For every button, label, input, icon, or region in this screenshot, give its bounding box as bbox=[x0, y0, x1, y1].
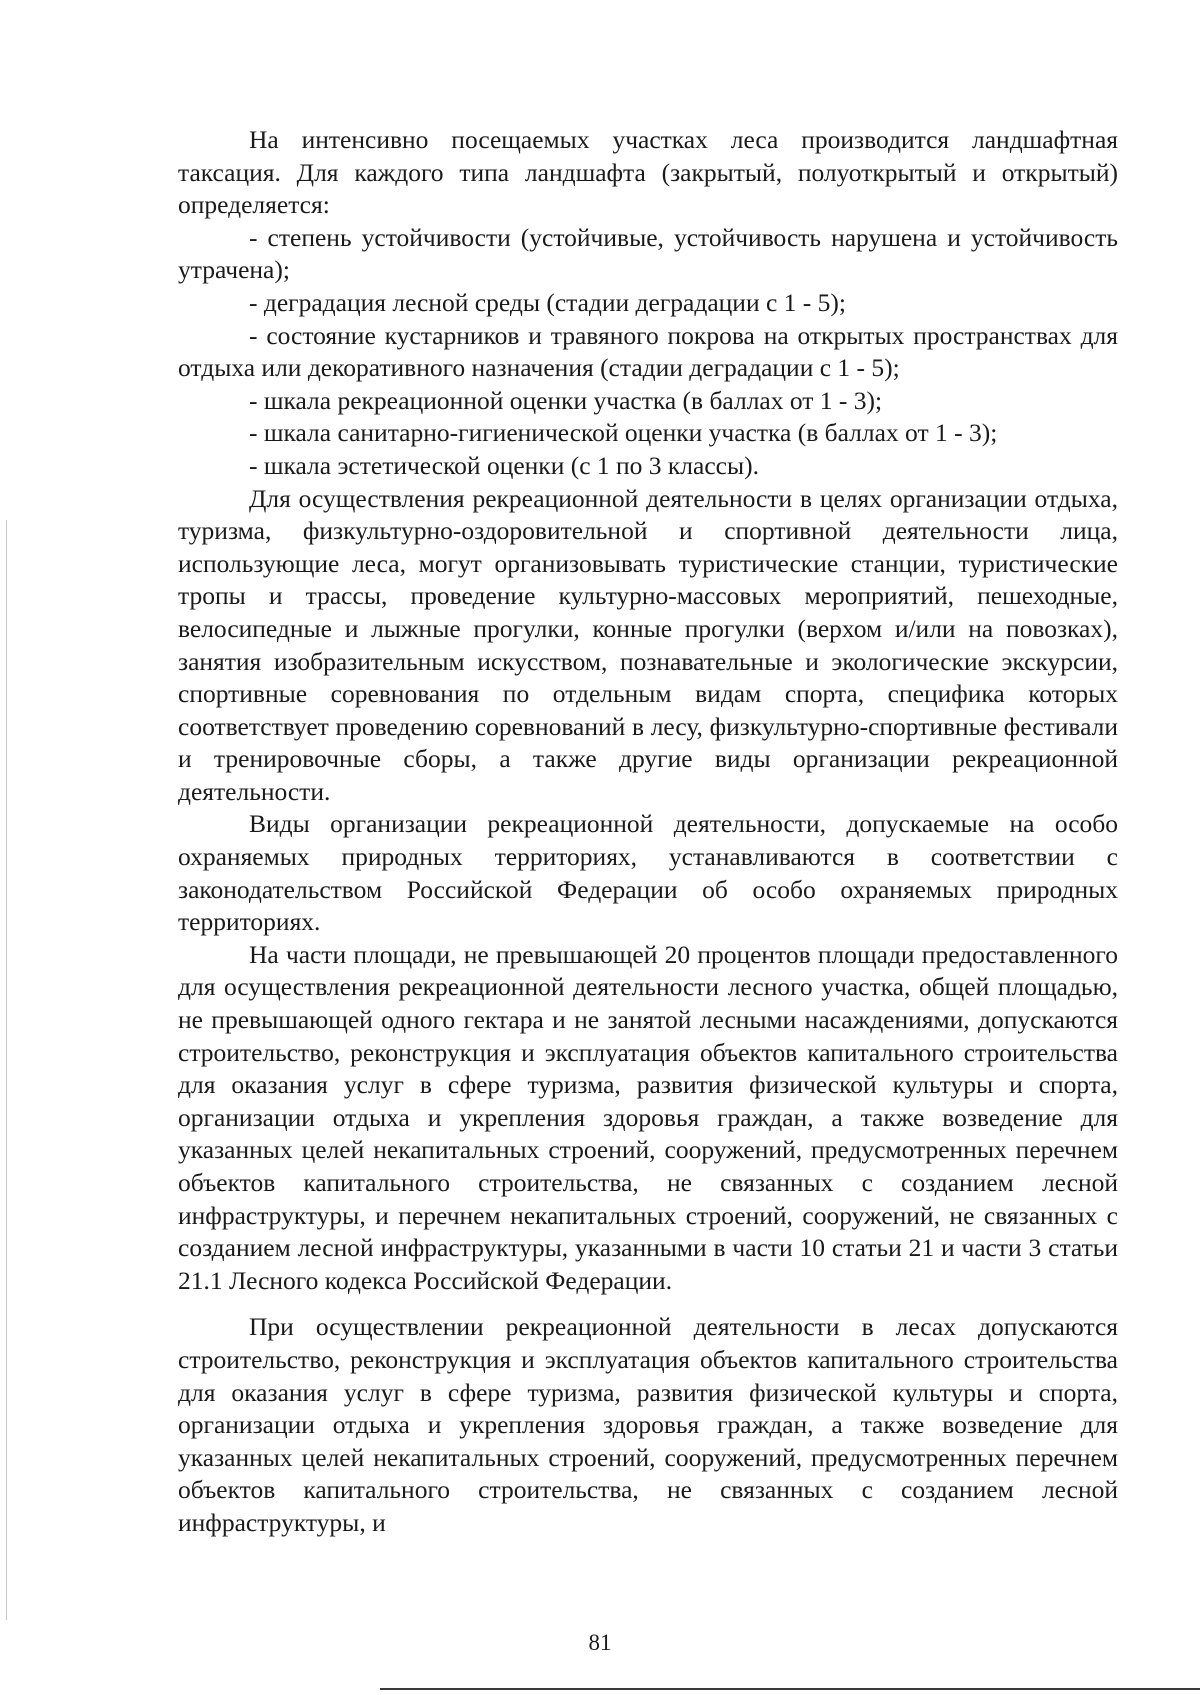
scan-edge-mark bbox=[6, 520, 7, 1620]
document-body bbox=[178, 124, 1118, 1540]
paragraph-construction: При осуществлении рекреационной деятельности в лесах допускаются строительство, реконструкция и эксплуатация объектов капитального строительства для оказания услуг в сфере туризма, развития физической культуры и спорта, организации отдыха и укрепления здоровья граждан, а также возведение для указанных целей некапитальных строений, сооружений, предусмотренных перечнем объектов капитального строительства, не связанных с созданием лесной инфраструктуры, и bbox=[178, 1312, 1118, 1537]
paragraph-area-limit: На части площади, не превышающей 20 процентов площади предоставленного для осуществления рекреационной деятельности лесного участка, общей площадью, не превышающей одного гектара и не занятой лесными насаждениями, допускаются строительство, реконструкция и эксплуатация объектов капитального строительства для оказания услуг в сфере туризма, развития физической культуры и спорта, организации отдыха и укрепления здоровья граждан, а также возведение для указанных целей некапитальных строений, сооружений, предусмотренных перечнем объектов капитального строительства, не связанных с созданием лесной инфраструктуры, и перечнем некапитальных строений, сооружений, не связанных с созданием лесной инфраструктуры, указанными в части 10 статьи 21 и части 3 статьи 21.1 Лесного кодекса Российской Федерации. bbox=[178, 939, 1118, 1295]
list-item-shrub-condition: - состояние кустарников и травяного покрова на открытых пространствах для отдыха или декоративного назначения (стадии деградации с 1 - 5); bbox=[178, 320, 1118, 383]
list-item-sanitary-scale: - шкала санитарно-гигиенической оценки участка (в баллах от 1 - 3); bbox=[249, 418, 998, 448]
page-number: 81 bbox=[588, 1630, 612, 1655]
list-item-recreation-scale: - шкала рекреационной оценки участка (в баллах от 1 - 3); bbox=[249, 385, 883, 415]
bottom-scan-line bbox=[380, 1688, 1200, 1690]
list-item-stability: - степень устойчивости (устойчивые, устойчивость нарушена и устойчивость утрачена); bbox=[178, 222, 1118, 285]
paragraph-recreation-activities: Для осуществления рекреационной деятельности в целях организации отдыха, туризма, физкультурно-оздоровительной и спортивной деятельности лица, использующие леса, могут организовывать туристические станции, туристические тропы и трассы, проведение культурно-массовых мероприятий, пешеходные, велосипедные и лыжные прогулки, конные прогулки (верхом и/или на повозках), занятия изобразительным искусством, познавательные и экологические экскурсии, спортивные соревнования по отдельным видам спорта, специфика которых соответствует проведению соревнований в лесу, физкультурно-спортивные фестивали и тренировочные сборы, а также другие виды организации рекреационной деятельности. bbox=[178, 483, 1118, 806]
paragraph-protected-territories: Виды организации рекреационной деятельности, допускаемые на особо охраняемых природных территориях, устанавливаются в соответствии с законодательством Российской Федерации об особо охраняемых природных территориях. bbox=[178, 809, 1118, 937]
list-item-aesthetic-scale: - шкала эстетической оценки (с 1 по 3 классы). bbox=[249, 450, 759, 480]
paragraph-landscape-taxation: На интенсивно посещаемых участках леса производится ландшафтная таксация. Для каждого типа ландшафта (закрытый, полуоткрытый и открытый) определяется: bbox=[178, 125, 1118, 220]
list-item-degradation: - деградация лесной среды (стадии деградации с 1 - 5); bbox=[249, 287, 846, 317]
